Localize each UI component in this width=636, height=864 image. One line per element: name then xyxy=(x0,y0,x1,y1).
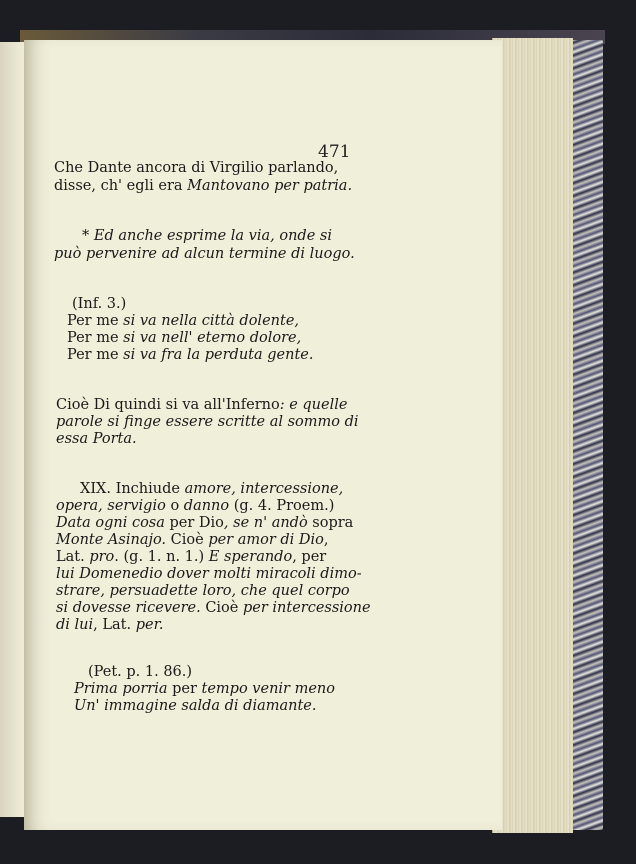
para3-line2: parole si finge essere scritte al sommo di xyxy=(56,414,359,430)
page-edges xyxy=(492,38,573,833)
para3-line3: essa Porta. xyxy=(56,431,137,447)
quote1-ref: (Inf. 3.) xyxy=(72,296,127,312)
para4-line9: di lui, Lat. per. xyxy=(56,617,164,633)
para3-line1: Cioè Di quindi si va all'Inferno: e quelle xyxy=(56,397,348,413)
left-page-edge xyxy=(0,42,24,817)
para2-line1: * Ed anche esprime la via, onde si xyxy=(82,228,332,244)
page-number: 471 xyxy=(318,142,351,162)
quote1-line2: Per me si va nell' eterno dolore, xyxy=(67,330,302,346)
para4-line8: si dovesse ricevere. Cioè per intercessione xyxy=(56,600,371,616)
quote2-ref: (Pet. p. 1. 86.) xyxy=(88,664,193,680)
para4-line4: Monte Asinajo. Cioè per amor di Dio, xyxy=(56,532,329,548)
quote2-line1: Prima porria per tempo venir meno xyxy=(74,681,335,697)
quote1-line3: Per me si va fra la perduta gente. xyxy=(67,347,314,363)
para4-line3: Data ogni cosa per Dio, se n' andò sopra xyxy=(56,515,354,531)
para4-line5: Lat. pro. (g. 1. n. 1.) E sperando, per xyxy=(56,549,327,565)
para4-line6: lui Domenedio dover molti miracoli dimo- xyxy=(56,566,362,582)
para4-line2: opera, servigio o danno (g. 4. Proem.) xyxy=(56,498,335,514)
quote1-line1: Per me si va nella città dolente, xyxy=(67,313,300,329)
quote2-line2: Un' immagine salda di diamante. xyxy=(74,698,317,714)
para4-line7: strare, persuadette loro, che quel corpo xyxy=(56,583,350,599)
para1-line1: Che Dante ancora di Virgilio parlando, xyxy=(54,160,339,176)
para4-line1: XIX. Inchiude amore, intercessione, xyxy=(80,481,344,497)
para1-line2: disse, ch' egli era Mantovano per patria. xyxy=(54,178,353,194)
para2-line2: può pervenire ad alcun termine di luogo. xyxy=(54,246,355,262)
